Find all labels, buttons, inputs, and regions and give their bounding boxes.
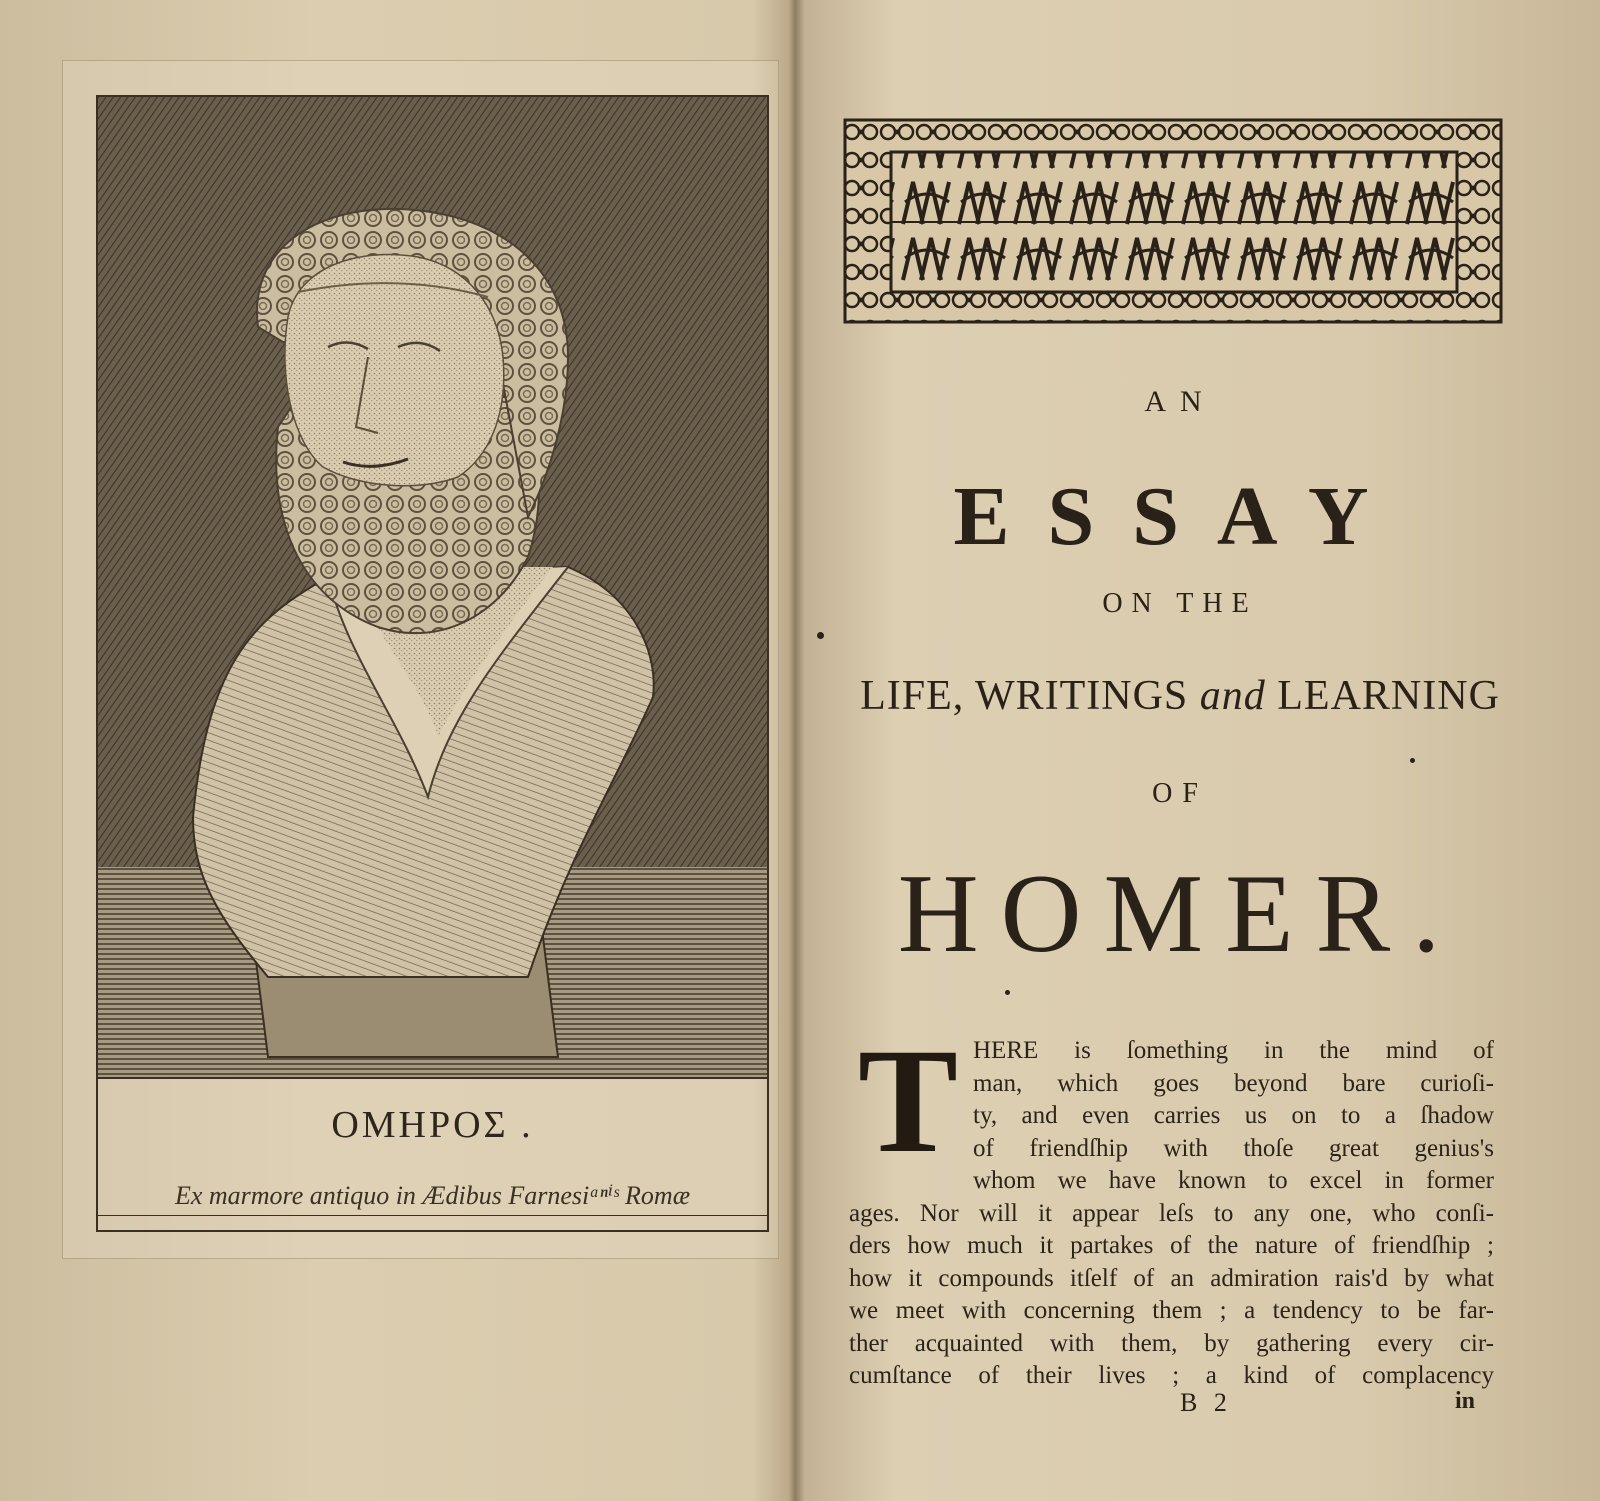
ink-spot [1410,758,1415,763]
body-line: ders how much it partakes of the nature of friendſhip ; [849,1232,1494,1259]
body-line: cumſtance of their lives ; a kind of complacency [849,1362,1494,1389]
title-homer: HOMER. [897,852,1463,976]
title-essay: ESSAY [953,470,1407,563]
drop-cap: T [857,1018,959,1184]
title-life-part2: LEARNING [1277,673,1500,719]
frontispiece-page [0,0,790,1501]
body-line: of friendſhip with thoſe great genius's [973,1134,1494,1162]
body-line: how it compounds itſelf of an admiration rais'd by what [849,1264,1494,1292]
body-line: man, which goes beyond bare curioſi- [973,1069,1494,1097]
title-life-and: and [1199,673,1266,719]
body-line: ther acquainted with them, by gathering every cir- [849,1329,1494,1357]
signature-mark: B 2 [1180,1388,1232,1417]
ornamental-headpiece [843,118,1503,324]
title-of: OF [1152,778,1208,809]
essay-body-text [849,1018,1494,1393]
caption-latin-credit: Ex marmore antiquo in Ædibus Farnesiᵃⁿⁱˢ Romæ [174,1181,691,1210]
plate-caption [96,1075,769,1232]
body-line: HERE is ſomething in the mind of [973,1037,1494,1064]
title-life-part1: LIFE, WRITINGS [860,673,1189,719]
title-an: AN [1144,385,1216,418]
caption-rule [98,1215,767,1216]
body-line: ty, and even carries us on to a ſhadow [973,1102,1494,1129]
ink-spot [1005,990,1010,995]
title-life-writings-learning [795,672,1565,720]
title-page [795,0,1600,1501]
ink-spot [817,632,824,639]
homer-bust-engraving [96,95,769,1079]
body-line: ages. Nor will it appear leſs to any one, who conſi- [849,1199,1494,1227]
body-line: whom we have known to excel in former [973,1167,1494,1194]
body-line: we meet with concerning them ; a tendency to be far- [849,1297,1494,1324]
caption-greek-name: ΟΜΗΡΟΣ . [331,1104,534,1146]
catchword: in [1455,1388,1476,1414]
title-on-the: ON THE [1102,588,1258,619]
